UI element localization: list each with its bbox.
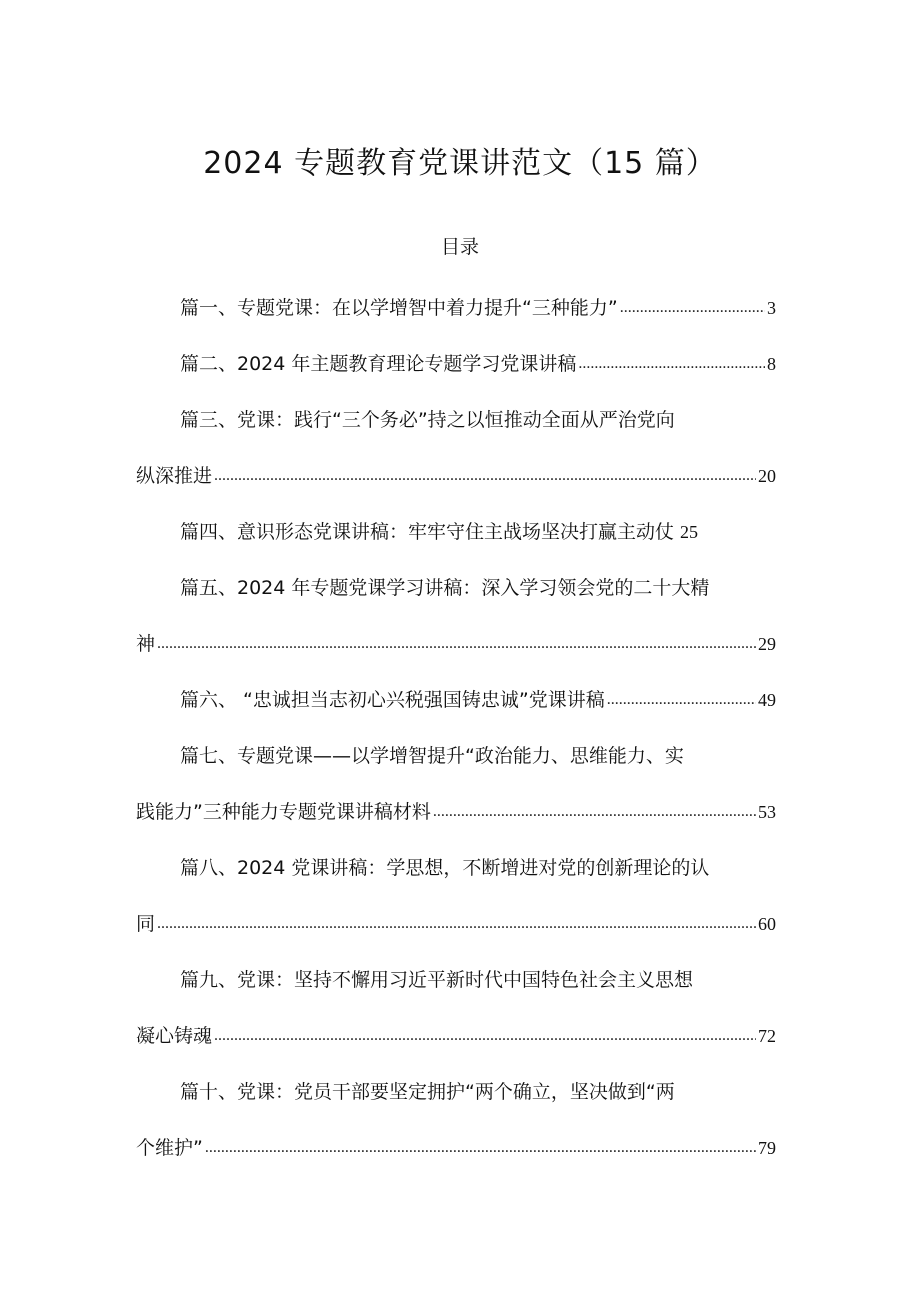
toc-entry-5-continuation[interactable] [136, 616, 776, 672]
toc-page-number: 3 [767, 298, 776, 318]
toc-entry-title-continued: 同 [136, 913, 156, 935]
toc-page-number: 49 [758, 690, 776, 710]
toc-entry-1[interactable] [136, 280, 776, 336]
toc-entry-4[interactable] [136, 504, 776, 560]
toc-entry-10-continuation[interactable] [136, 1120, 776, 1176]
toc-entry-title-continued: 个维护” [136, 1137, 203, 1159]
toc-page-number: 29 [758, 634, 776, 654]
toc-entry-7[interactable] [136, 728, 776, 784]
toc-entry-3[interactable] [136, 392, 776, 448]
toc-page-number: 72 [758, 1026, 776, 1046]
toc-entry-title: 篇三、党课：践行“三个务必”持之以恒推动全面从严治党向 [180, 409, 675, 431]
toc-entry-8[interactable] [136, 840, 776, 896]
toc-entry-title: 篇八、2024 党课讲稿：学思想，不断增进对党的创新理论的认 [180, 857, 710, 879]
toc-entry-title: 篇一、专题党课：在以学增智中着力提升“三种能力” [180, 297, 618, 319]
toc-leader-dots [578, 336, 765, 392]
toc-entry-title-continued: 纵深推进 [136, 465, 213, 487]
toc-leader-dots [433, 784, 756, 840]
toc-entry-9[interactable] [136, 952, 776, 1008]
toc-entry-2[interactable] [136, 336, 776, 392]
toc-leader-dots [157, 896, 756, 952]
toc-entry-6[interactable] [136, 672, 776, 728]
toc-leader-dots [214, 448, 756, 504]
toc-entry-5[interactable] [136, 560, 776, 616]
toc-page-number: 60 [758, 914, 776, 934]
toc-page-number: 20 [758, 466, 776, 486]
toc-entry-title: 篇九、党课：坚持不懈用习近平新时代中国特色社会主义思想 [180, 969, 694, 991]
toc-page-number: 25 [680, 522, 699, 542]
document-title: 2024 专题教育党课讲范文（15 篇） [203, 146, 717, 181]
toc-entry-title: 篇五、2024 年专题党课学习讲稿：深入学习领会党的二十大精 [180, 577, 710, 599]
toc-entry-title-continued: 神 [136, 633, 156, 655]
toc-leader-dots [607, 672, 756, 728]
toc-entry-title: 篇六、 “忠诚担当志初心兴税强国铸忠诚”党课讲稿 [180, 689, 605, 711]
toc-entry-7-continuation[interactable] [136, 784, 776, 840]
toc-entry-title: 篇七、专题党课——以学增智提升“政治能力、思维能力、实 [180, 745, 684, 767]
toc-leader-dots [214, 1008, 756, 1064]
toc-entry-title: 篇四、意识形态党课讲稿：牢牢守住主战场坚决打赢主动仗 [180, 521, 675, 543]
toc-entry-title-continued: 凝心铸魂 [136, 1025, 213, 1047]
table-of-contents [136, 280, 776, 1176]
toc-entry-10[interactable] [136, 1064, 776, 1120]
toc-entry-9-continuation[interactable] [136, 1008, 776, 1064]
toc-entry-title: 篇二、2024 年主题教育理论专题学习党课讲稿 [180, 353, 577, 375]
toc-entry-title: 篇十、党课：党员干部要坚定拥护“两个确立，坚决做到“两 [180, 1081, 675, 1103]
toc-entry-3-continuation[interactable] [136, 448, 776, 504]
toc-entry-8-continuation[interactable] [136, 896, 776, 952]
toc-page-number: 8 [767, 354, 776, 374]
toc-heading: 目录 [440, 236, 479, 258]
toc-leader-dots [205, 1120, 756, 1176]
toc-leader-dots [620, 280, 765, 336]
toc-leader-dots [157, 616, 756, 672]
toc-page-number: 79 [758, 1138, 776, 1158]
toc-page-number: 53 [758, 802, 776, 822]
toc-entry-title-continued: 践能力”三种能力专题党课讲稿材料 [136, 801, 431, 823]
